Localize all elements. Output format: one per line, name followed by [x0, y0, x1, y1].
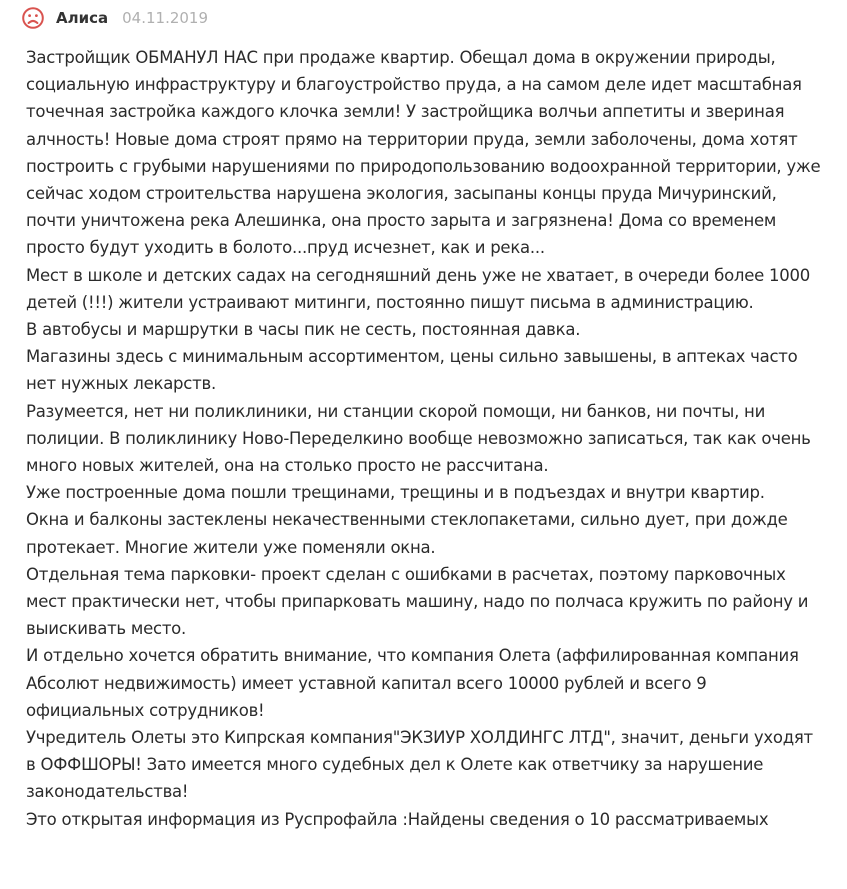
review-paragraph: Застройщик ОБМАНУЛ НАС при продаже квартир. Обещал дома в окружении природы, социальную инфраструктуру и благоустройство пруда, а на самом деле идет масштабная точечная застройка каждого клочка земли! У застройщика волчьи аппетиты и звериная алчность! Новые дома строят прямо на территории пруда, земли заболочены, дома хотят построить с грубыми нарушениями по природопользованию водоохранной территории, уже сейчас ходом строительства нарушена экология, засыпаны концы пруда Мичуринский, почти уничтожена река Алешинка, она просто зарыта и загрязнена! Дома со временем просто будут уходить в болото...пруд исчезнет, как и река... [26, 48, 821, 258]
review-body [26, 44, 826, 833]
review-paragraph: И отдельно хочется обратить внимание, что компания Олета (аффилированная компания Абсолют недвижимость) имеет уставной капитал всего 10000 рублей и всего 9 официальных сотрудников! [26, 646, 799, 720]
review-paragraph: Окна и балконы застеклены некачественными стеклопакетами, сильно дует, при дожде протекает. Многие жители уже поменяли окна. [26, 510, 788, 557]
review-paragraph: Учредитель Олеты это Кипрская компания"ЭКЗИУР ХОЛДИНГС ЛТД", значит, деньги уходят в ОФФШОРЫ! Зато имеется много судебных дел к Олете как ответчику за нарушение законодательства! [26, 728, 813, 802]
review-header [22, 4, 208, 32]
review-paragraph: Разумеется, нет ни поликлиники, ни станции скорой помощи, ни банков, ни почты, ни полиции. В поликлинику Ново-Переделкино вообще невозможно записаться, так как очень много новых жителей, она на столько просто не рассчитана. [26, 401, 811, 476]
review-paragraph: В автобусы и маршрутки в часы пик не сесть, постоянная давка. [26, 320, 581, 340]
review-paragraph: Магазины здесь с минимальным ассортиментом, цены сильно завышены, в аптеках часто нет нужных лекарств. [26, 347, 798, 394]
review-paragraph: Это открытая информация из Руспрофайла :Найдены сведения о 10 рассматриваемых [26, 809, 769, 829]
review-paragraph: Мест в школе и детских садах на сегодняшний день уже не хватает, в очереди более 1000 детей (!!!) жители устраивают митинги, постоянно пишут письма в администрацию. [26, 265, 811, 312]
review-author: Алиса [56, 9, 109, 27]
review-date: 04.11.2019 [122, 9, 209, 27]
sad-face-icon [22, 7, 44, 29]
review-paragraph: Отдельная тема парковки- проект сделан с ошибками в расчетах, поэтому парковочных мест практически нет, чтобы припарковать машину, надо по полчаса кружить по району и выискивать место. [26, 564, 809, 639]
review-paragraph: Уже построенные дома пошли трещинами, трещины и в подъездах и внутри квартир. [26, 483, 765, 503]
